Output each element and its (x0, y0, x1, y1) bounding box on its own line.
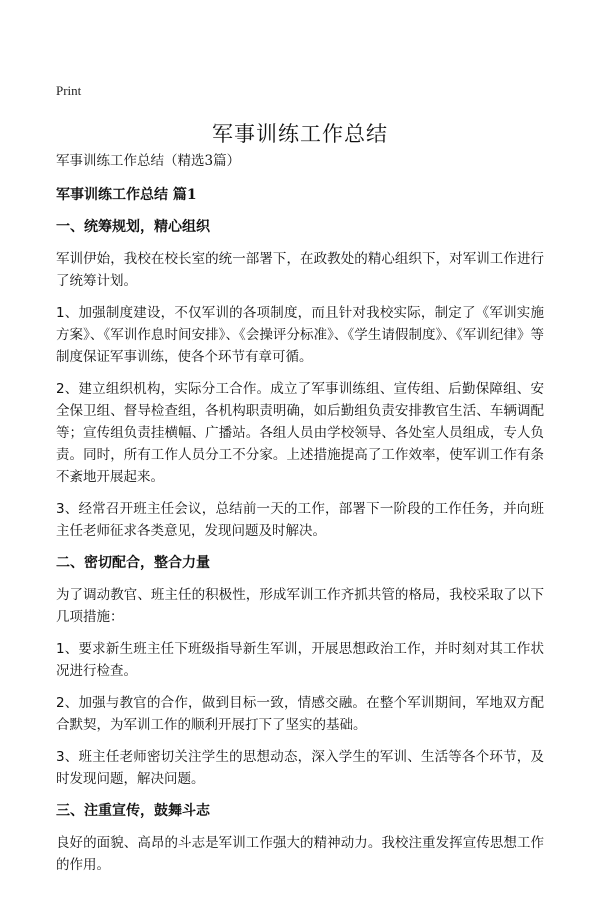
paragraph: 2、建立组织机构，实际分工合作。成立了军事训练组、宣传组、后勤保障组、安全保卫组、督导检查组，各机构职责明确，如后勤组负责安排教官生活、车辆调配等；宣传组负责挂横幅、广播站。各组人员由学校领导、各处室人员组成，专人负责。同时，所有工作人员分工不分家。上述措施提高了工作效率，使军训工作有条不紊地开展起来。 (56, 381, 544, 485)
paragraph: 1、要求新生班主任下班级指导新生军训，开展思想政治工作，并时刻对其工作状况进行检查。 (56, 641, 544, 679)
paragraph: 军训伊始，我校在校长室的统一部署下，在政教处的精心组织下，对军训工作进行了统筹计划。 (56, 251, 544, 289)
print-link[interactable]: Print (56, 83, 82, 98)
document-subtitle: 军事训练工作总结（精选3篇） (56, 153, 241, 169)
section-heading-2: 二、密切配合，整合力量 (56, 555, 210, 571)
paragraph: 为了调动教官、班主任的积极性，形成军训工作齐抓共管的格局，我校采取了以下几项措施： (56, 587, 544, 625)
section-heading-1: 一、统筹规划，精心组织 (56, 219, 210, 235)
document-title: 军事训练工作总结 (212, 122, 388, 146)
paragraph: 2、加强与教官的合作，做到目标一致，情感交融。在整个军训期间，军地双方配合默契，为军训工作的顺利开展打下了坚实的基础。 (56, 695, 544, 733)
document-body (56, 150, 544, 886)
paragraph: 1、加强制度建设，不仅军训的各项制度，而且针对我校实际，制定了《军训实施方案》、《军训作息时间安排》、《会操评分标准》、《学生请假制度》、《军训纪律》等制度保证军事训练，使各个环节有章可循。 (56, 305, 544, 365)
paragraph: 良好的面貌、高昂的斗志是军训工作强大的精神动力。我校注重发挥宣传思想工作的作用。 (56, 835, 544, 873)
paragraph: 3、班主任老师密切关注学生的思想动态，深入学生的军训、生活等各个环节，及时发现问题，解决问题。 (56, 749, 544, 787)
article-title: 军事训练工作总结 篇1 (56, 187, 197, 203)
section-heading-3: 三、注重宣传，鼓舞斗志 (56, 803, 210, 819)
paragraph: 3、经常召开班主任会议，总结前一天的工作，部署下一阶段的工作任务，并向班主任老师征求各类意见，发现问题及时解决。 (56, 501, 544, 539)
